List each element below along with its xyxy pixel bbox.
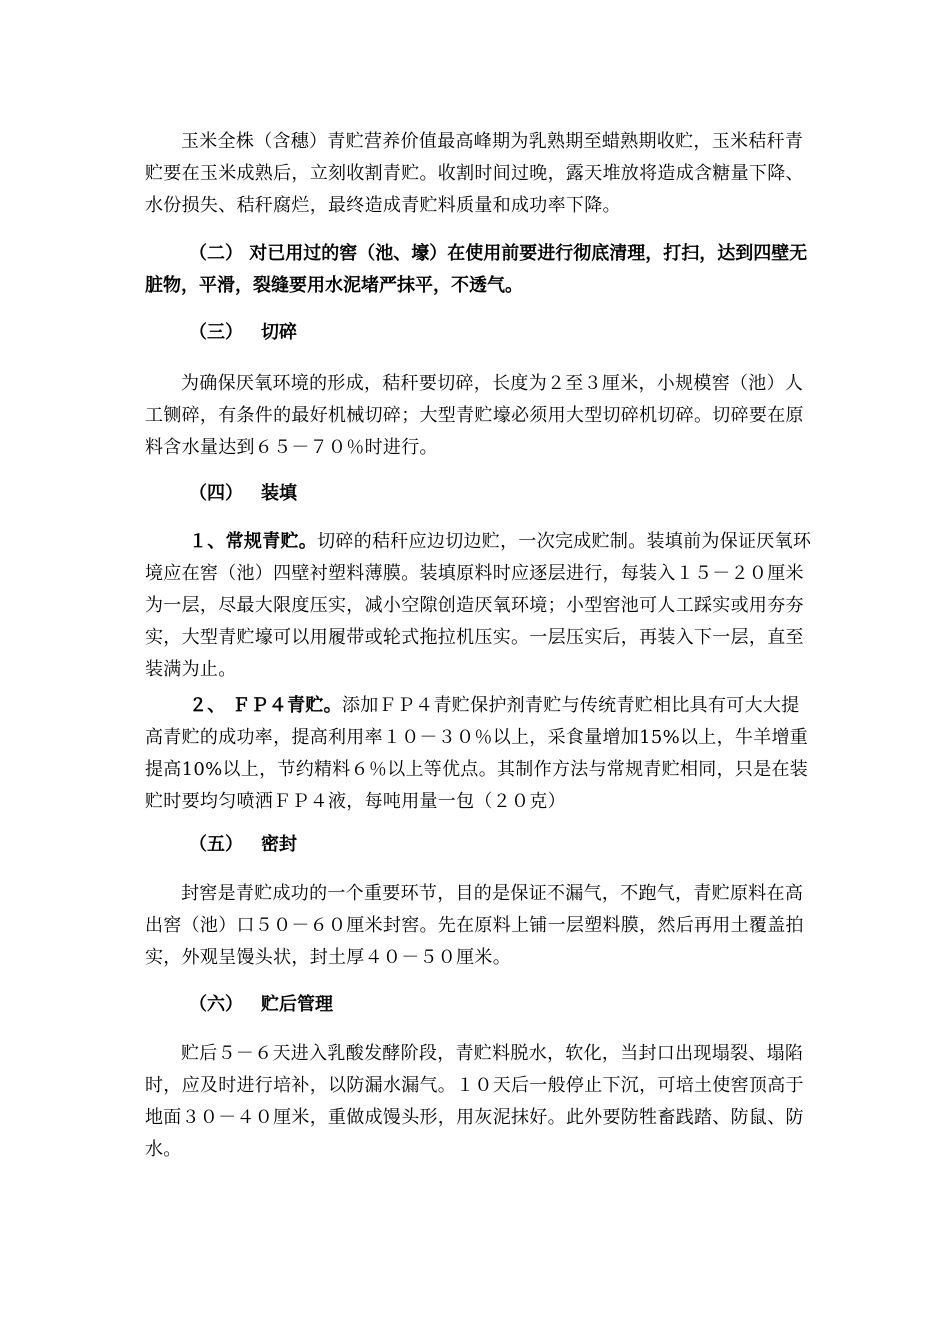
heading-chopping <box>145 317 815 349</box>
item-label: １、常规青贮。 <box>189 531 318 552</box>
heading-title: 密封 <box>261 834 297 855</box>
paragraph-post-storage: 贮后５－６天进入乳酸发酵阶段，青贮料脱水，软化，当封口出现塌裂、塌陷时，应及时进行培补，以防漏水漏气。１０天后一般停止下沉，可培土使窖顶高于地面３０－４０厘米，重做成馒头形，用灰泥抹好。此外要防牲畜践踏、防鼠、防水。 <box>145 1043 804 1160</box>
heading-title: 贮后管理 <box>261 994 333 1015</box>
heading-post-storage <box>145 989 815 1021</box>
item-label: ２、 ＦＰ４青贮。 <box>189 695 342 716</box>
heading-number: （六） <box>189 994 243 1015</box>
heading-filling <box>145 478 815 510</box>
heading-number: （三） <box>189 322 243 343</box>
heading-sealing <box>145 829 815 861</box>
paragraph-conventional-silage <box>145 526 815 686</box>
item-text: 添加ＦＰ４青贮保护剂青贮与传统青贮相比具有可大大提高青贮的成功率，提高利用率１０－３０％以上，采食量增加15%以上，牛羊增重提高10%以上，节约精料６％以上等优点。其制作方法与常规青贮相同，只是在装贮时要均匀喷洒ＦＰ４液，每吨用量一包（２０克） <box>145 695 809 812</box>
item-text: 切碎的秸秆应边切边贮，一次完成贮制。装填前为保证厌氧环境应在窖（池）四壁衬塑料薄膜。装填原料时应逐层进行，每装入１５－２０厘米为一层，尽最大限度压实，减小空隙创造厌氧环境；小型窖池可人工踩实或用夯夯实，大型青贮壕可以用履带或轮式拖拉机压实。一层压实后，再装入下一层，直至装满为止。 <box>145 531 812 680</box>
paragraph-sealing: 封窖是青贮成功的一个重要环节，目的是保证不漏气，不跑气，青贮原料在高出窖（池）口５０－６０厘米封窖。先在原料上铺一层塑料膜，然后再用土覆盖拍实，外观呈馒头状，封土厚４０－５０厘米。 <box>145 883 804 968</box>
heading-cleaning: （二） 对已用过的窖（池、壕）在使用前要进行彻底清理，打扫，达到四壁无脏物，平滑，裂缝要用水泥堵严抹平，不透气。 <box>145 243 808 296</box>
paragraph-fp4-silage <box>145 690 815 818</box>
heading-title: 装填 <box>261 483 297 504</box>
paragraph-chopping: 为确保厌氧环境的形成，秸秆要切碎，长度为２至３厘米，小规模窖（池）人工铡碎，有条件的最好机械切碎；大型青贮壕必须用大型切碎机切碎。切碎要在原料含水量达到６５－７０％时进行。 <box>145 373 804 458</box>
heading-title: 切碎 <box>261 322 297 343</box>
paragraph-harvest-timing: 玉米全株（含穗）青贮营养价值最高峰期为乳熟期至蜡熟期收贮，玉米秸秆青贮要在玉米成熟后，立刻收割青贮。收割时间过晚，露天堆放将造成含糖量下降、水份损失、秸秆腐烂，最终造成青贮料质量和成功率下降。 <box>145 131 804 216</box>
heading-number: （五） <box>189 834 243 855</box>
heading-number: （四） <box>189 483 243 504</box>
